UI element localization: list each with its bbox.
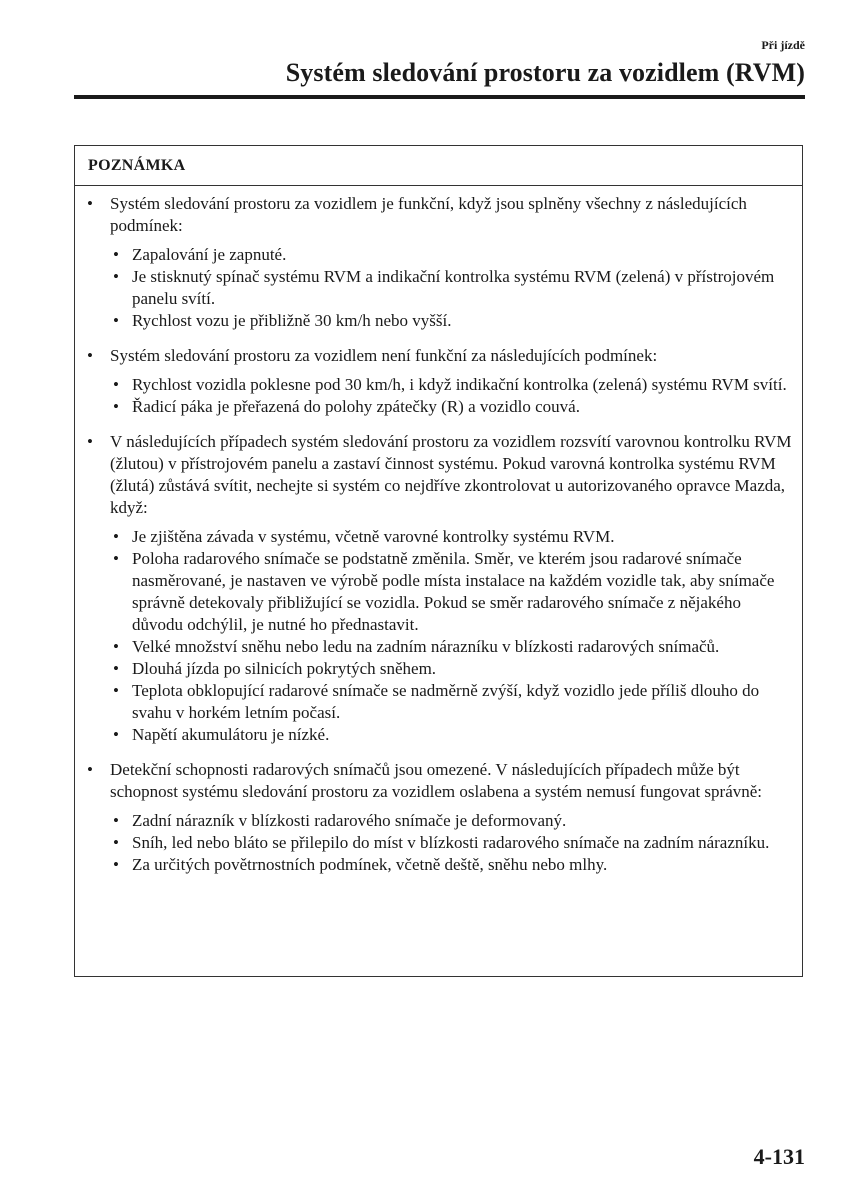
list-item: • Velké množství sněhu nebo ledu na zadním nárazníku v blízkosti radarových snímačů. — [110, 636, 792, 658]
list-item: • Poloha radarového snímače se podstatně změnila. Směr, ve kterém jsou radarové snímače nasměrované, je nastaven ve výrobě podle místa instalace na každém vozidle tak, aby snímače správně detekovaly přibližující se vozidla. Pokud se směr radarového snímače z nějakého důvodu odchýlil, je nutné ho přednastavit. — [110, 548, 792, 636]
list-item: • Rychlost vozu je přibližně 30 km/h nebo vyšší. — [110, 310, 792, 332]
list-item: • Sníh, led nebo bláto se přilepilo do míst v blízkosti radarového snímače na zadním nárazníku. — [110, 832, 792, 854]
note-bullet-text: • Detekční schopnosti radarových snímačů jsou omezené. V následujících případech může být schopnost systému sledování prostoru za vozidlem oslabena a systém nemusí fungovat správně: — [110, 760, 763, 801]
section-label: Při jízdě — [761, 38, 805, 52]
list-item: • Rychlost vozidla poklesne pod 30 km/h, i když indikační kontrolka (zelená) systému RVM svítí. — [110, 374, 792, 396]
list-item: • Zadní nárazník v blízkosti radarového snímače je deformovaný. — [110, 810, 792, 832]
list-item: • Dlouhá jízda po silnicích pokrytých sněhem. — [110, 658, 792, 680]
list-item: • Teplota obklopující radarové snímače se nadměrně zvýší, když vozidlo jede příliš dlouho do svahu v horkém letním počasí. — [110, 680, 792, 724]
page-number: 4-131 — [753, 1144, 805, 1169]
note-bullet-text: • Systém sledování prostoru za vozidlem je funkční, když jsou splněny všechny z následujících podmínek: — [110, 194, 747, 235]
list-item: • Za určitých povětrnostních podmínek, včetně deště, sněhu nebo mlhy. — [110, 854, 792, 876]
note-box — [74, 145, 803, 977]
note-bullet — [87, 345, 792, 418]
list-item: • Řadicí páka je přeřazená do polohy zpátečky (R) a vozidlo couvá. — [110, 396, 792, 418]
note-heading: POZNÁMKA — [75, 146, 802, 186]
note-bullet — [87, 759, 792, 876]
list-item: • Je zjištěna závada v systému, včetně varovné kontrolky systému RVM. — [110, 526, 792, 548]
sub-list — [110, 244, 792, 332]
list-item: • Je stisknutý spínač systému RVM a indikační kontrolka systému RVM (zelená) v přístrojovém panelu svítí. — [110, 266, 792, 310]
note-bullet-text: • V následujících případech systém sledování prostoru za vozidlem rozsvítí varovnou kontrolku RVM (žlutou) v přístrojovém panelu a zastaví činnost systému. Pokud varovná kontrolka systému RVM (žlutá) zůstává svítit, nechejte si systém co nejdříve zkontrolovat u autorizovaného opravce Mazda, když: — [110, 432, 792, 517]
sub-list — [110, 374, 792, 418]
page-title: Systém sledování prostoru za vozidlem (RVM) — [285, 58, 805, 87]
note-bullet — [87, 193, 792, 332]
note-body — [75, 186, 802, 876]
sub-list — [110, 810, 792, 876]
sub-list — [110, 526, 792, 746]
title-divider — [74, 95, 805, 99]
note-bullet-text: • Systém sledování prostoru za vozidlem není funkční za následujících podmínek: — [110, 346, 658, 365]
list-item: • Napětí akumulátoru je nízké. — [110, 724, 792, 746]
note-bullet — [87, 431, 792, 746]
list-item: • Zapalování je zapnuté. — [110, 244, 792, 266]
